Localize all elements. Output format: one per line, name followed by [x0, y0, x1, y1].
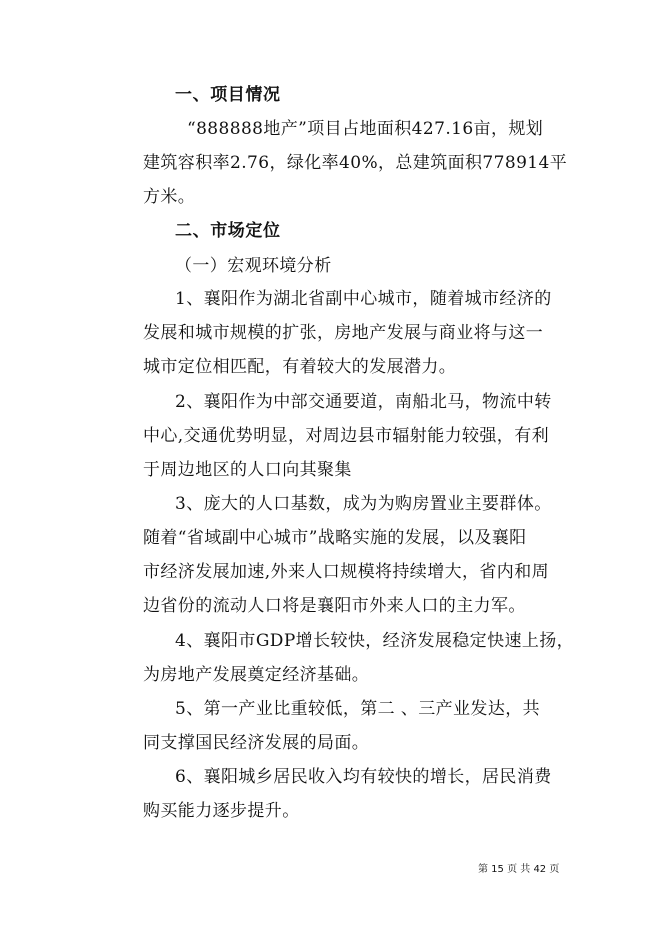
paragraph-line: 6、襄阳城乡居民收入均有较快的增长，居民消费	[175, 767, 552, 787]
paragraph-line: 发展和城市规模的扩张，房地产发展与商业将与这一	[143, 323, 544, 343]
paragraph-line: 3、庞大的人口基数，成为为购房置业主要群体。	[175, 494, 552, 514]
paragraph-line: 同支撑国民经济发展的局面。	[143, 733, 370, 753]
paragraph-line: 4、襄阳市GDP增长较快，经济发展稳定快速上扬，	[175, 631, 575, 651]
paragraph-line: 5、第一产业比重较低，第二 、三产业发达，共	[175, 699, 541, 719]
section-heading-market-positioning: 二、市场定位	[175, 221, 281, 241]
paragraph-line: 为房地产发展奠定经济基础。	[143, 665, 370, 685]
paragraph-line: 市经济发展加速,外来人口规模将持续增大，省内和周	[143, 562, 550, 582]
paragraph-line: 建筑容积率2.76，绿化率40%，总建筑面积778914平	[143, 153, 568, 173]
paragraph-line: 随着“省域副中心城市”战略实施的发展，以及襄阳	[143, 528, 527, 548]
paragraph-line: “888888地产”项目占地面积427.16亩，规划	[187, 119, 544, 139]
paragraph-line: 城市定位相匹配，有着较大的发展潜力。	[143, 357, 457, 377]
paragraph-line: 方米。	[143, 187, 196, 207]
paragraph-line: 1、襄阳作为湖北省副中心城市，随着城市经济的	[175, 289, 552, 309]
paragraph-line: 边省份的流动人口将是襄阳市外来人口的主力军。	[143, 596, 526, 616]
paragraph-line: 购买能力逐步提升。	[143, 801, 300, 821]
paragraph-line: 于周边地区的人口向其聚集	[143, 460, 352, 480]
section-heading-project-overview: 一、项目情况	[175, 85, 281, 105]
page-number-footer: 第 15 页 共 42 页	[478, 864, 560, 875]
paragraph-line: 中心,交通优势明显，对周边县市辐射能力较强，有利	[143, 426, 550, 446]
subsection-heading-macro-environment: （一）宏观环境分析	[175, 256, 332, 276]
paragraph-line: 2、襄阳作为中部交通要道，南船北马，物流中转	[175, 392, 552, 412]
